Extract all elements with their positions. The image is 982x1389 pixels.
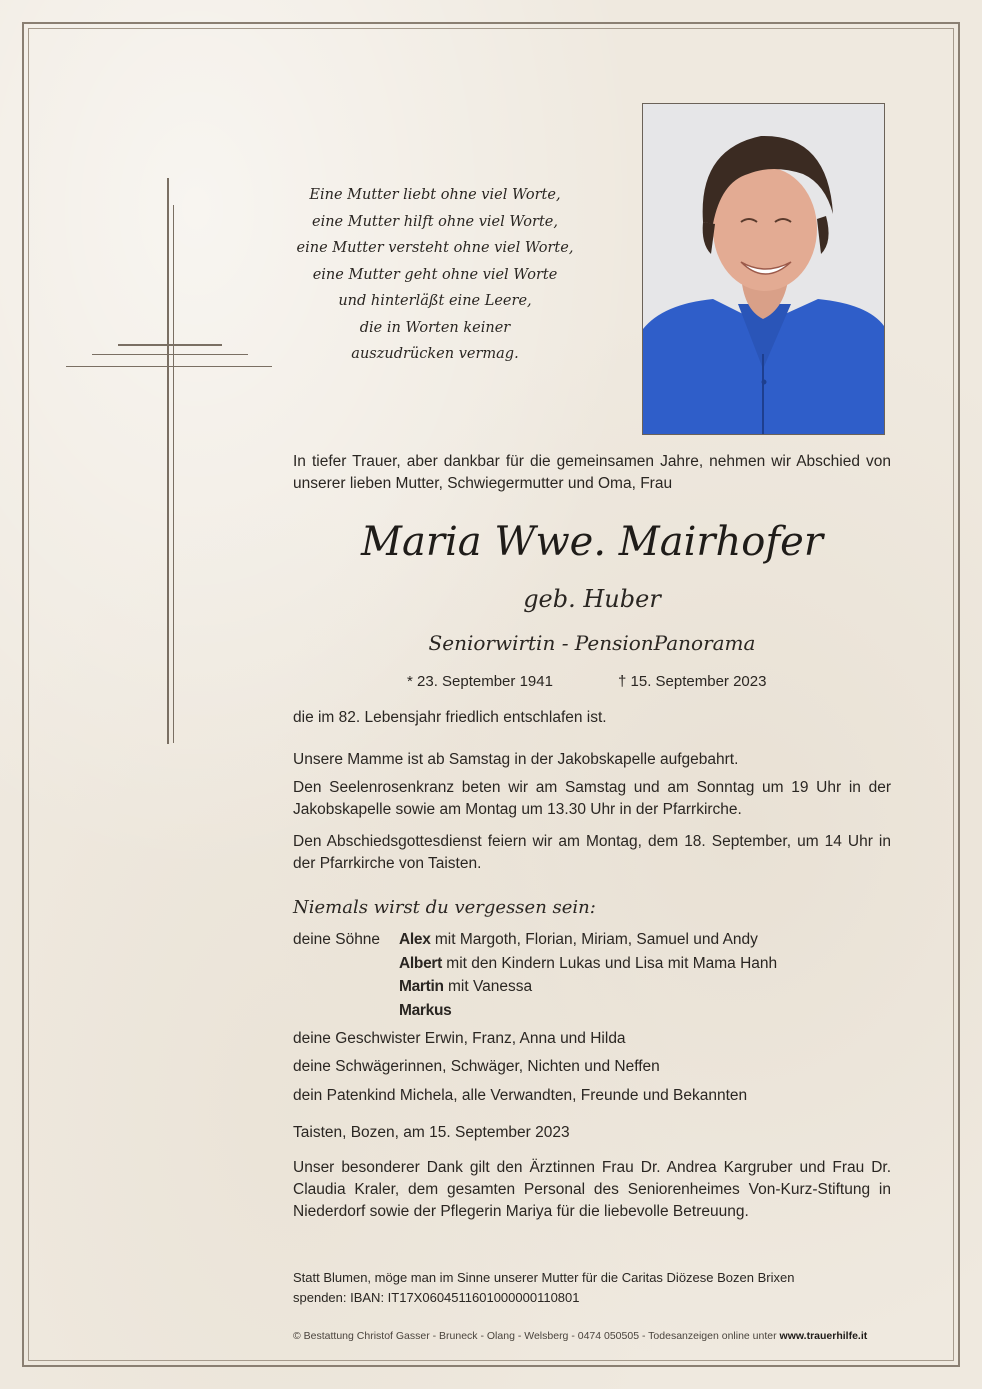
rosary-text: Den Seelenrosenkranz beten wir am Samstag und am Sonntag um 19 Uhr in der Jakobskapelle sowie am Montag um 13.30 Uhr in der Pfarrkirche.	[293, 779, 891, 818]
son-name: Martin	[399, 978, 444, 995]
donation-line: Statt Blumen, möge man im Sinne unserer Mutter für die Caritas Diözese Bozen Brixen	[293, 1270, 795, 1285]
list-item	[293, 999, 777, 1023]
poem-line: und hinterläßt eine Leere,	[338, 293, 532, 309]
poem-line: eine Mutter geht ohne viel Worte	[312, 266, 558, 283]
motto: Niemals wirst du vergessen sein:	[293, 897, 596, 918]
list-item	[293, 975, 777, 999]
poem-line: auszudrücken vermag.	[351, 346, 519, 362]
portrait-photo	[642, 103, 885, 435]
poem-line: eine Mutter hilft ohne viel Worte,	[312, 213, 558, 230]
thanks-text: Unser besonderer Dank gilt den Ärztinnen Frau Dr. Andrea Kargruber und Frau Dr. Claudia Kraler, dem gesamten Personal des Seniorenheimes Von-Kurz-Stiftung in Niederdorf sowie der Pflegerin Mariya für die liebevolle Betreuung.	[293, 1159, 891, 1220]
laying-out-text: Unsere Mamme ist ab Samstag in der Jakobskapelle aufgebahrt.	[293, 751, 739, 768]
sons-label: deine Söhne	[293, 931, 381, 948]
son-name: Albert	[399, 954, 442, 972]
list-item	[293, 928, 777, 952]
footer-text: © Bestattung Christof Gasser - Bruneck - Olang - Welsberg - 0474 050505 - Todesanzeigen online unter	[293, 1330, 780, 1342]
relatives-line: dein Patenkind Michela, alle Verwandten, Freunde und Bekannten	[293, 1087, 748, 1104]
memorial-poem	[270, 182, 600, 368]
poem-line: Eine Mutter liebt ohne viel Worte,	[309, 187, 561, 203]
deceased-role: Seniorwirtin - PensionPanorama	[428, 631, 756, 655]
son-name: Alex	[399, 931, 431, 948]
siblings-line: deine Geschwister Erwin, Franz, Anna und Hilda	[293, 1030, 626, 1047]
in-laws-line: deine Schwägerinnen, Schwäger, Nichten und Neffen	[293, 1058, 660, 1075]
birth-name: geb. Huber	[523, 585, 661, 613]
place-date: Taisten, Bozen, am 15. September 2023	[293, 1124, 570, 1141]
intro-text: In tiefer Trauer, aber dankbar für die gemeinsamen Jahre, nehmen wir Abschied von unserer lieben Mutter, Schwiegermutter und Oma, Frau	[293, 453, 891, 492]
footer-link[interactable]: www.trauerhilfe.it	[779, 1330, 868, 1342]
footer	[293, 1330, 919, 1342]
donation-iban: spenden: IBAN: IT17X0604511601000000110801	[293, 1290, 580, 1305]
list-item	[293, 952, 777, 976]
son-family: mit Margoth, Florian, Miriam, Samuel und Andy	[430, 931, 758, 948]
death-date: † 15. September 2023	[618, 673, 767, 690]
son-family: mit den Kindern Lukas und Lisa mit Mama Hanh	[441, 954, 778, 972]
birth-date: * 23. September 1941	[407, 673, 553, 690]
son-name: Markus	[399, 1001, 452, 1019]
poem-line: eine Mutter versteht ohne viel Worte,	[296, 240, 574, 256]
portrait-image	[643, 104, 884, 434]
poem-line: die in Worten keiner	[359, 319, 511, 336]
son-family: mit Vanessa	[443, 978, 533, 995]
funeral-service-text: Den Abschiedsgottesdienst feiern wir am Montag, dem 18. September, um 14 Uhr in der Pfarrkirche von Taisten.	[293, 833, 891, 872]
deceased-name: Maria Wwe. Mairhofer	[361, 519, 823, 565]
age-line: die im 82. Lebensjahr friedlich entschlafen ist.	[293, 709, 607, 726]
survivors-list	[293, 928, 777, 1022]
